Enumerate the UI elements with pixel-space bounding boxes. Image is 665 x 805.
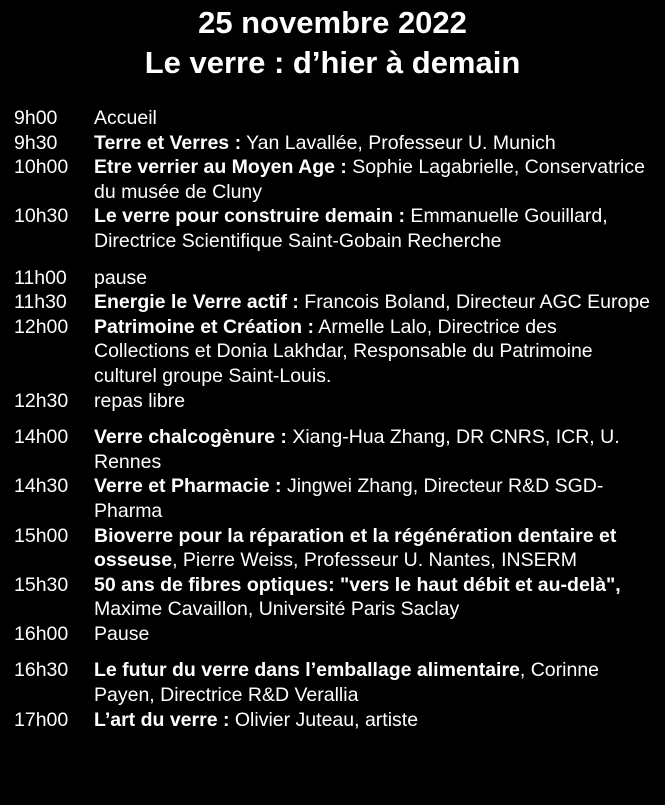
- schedule-time: 10h00: [14, 156, 69, 179]
- schedule-time: 15h30: [14, 573, 69, 596]
- schedule-description: [94, 658, 654, 707]
- schedule-item: [14, 204, 654, 253]
- talk-title: L’art du verre :: [94, 708, 230, 731]
- schedule-item: [14, 622, 654, 647]
- speaker-details: Sophie Lagabrielle, Conservatrice du musée de Cluny: [94, 156, 645, 203]
- talk-title: Le verre pour construire demain :: [94, 205, 406, 228]
- speaker-details: Maxime Cavaillon, Université Paris Saclay: [94, 598, 460, 621]
- speaker-details: repas libre: [94, 389, 186, 412]
- schedule-description: [94, 708, 654, 733]
- schedule-item: [14, 389, 654, 414]
- schedule-time: 14h00: [14, 426, 69, 449]
- schedule-time: 9h00: [14, 107, 58, 129]
- schedule-time: 9h30: [14, 131, 58, 154]
- talk-title: Patrimoine et Création :: [94, 315, 314, 338]
- schedule-time: 15h00: [14, 524, 69, 547]
- schedule-item: [14, 290, 654, 315]
- talk-title: 50 ans de fibres optiques: "vers le haut débit et au-delà",: [94, 573, 621, 596]
- schedule-description: [94, 131, 654, 156]
- talk-title: Etre verrier au Moyen Age :: [94, 156, 347, 179]
- schedule-item: [14, 315, 654, 389]
- speaker-details: Francois Boland, Directeur AGC Europe: [298, 291, 651, 314]
- schedule-description: [94, 622, 654, 647]
- schedule-item: [14, 155, 654, 204]
- speaker-details: pause: [94, 266, 148, 289]
- speaker-details: Xiang-Hua Zhang, DR CNRS, ICR, U. Rennes: [94, 426, 620, 473]
- speaker-details: Jingwei Zhang, Directeur R&D SGD-Pharma: [94, 475, 604, 522]
- schedule-item: [14, 524, 654, 573]
- schedule-time: 17h00: [14, 708, 69, 731]
- schedule-description: [94, 290, 654, 315]
- talk-title: Bioverre pour la réparation et la régénération dentaire et osseuse: [94, 524, 617, 572]
- talk-title: Le futur du verre dans l’emballage alimentaire: [94, 659, 520, 682]
- speaker-details: Olivier Juteau, artiste: [229, 708, 419, 731]
- speaker-details: , Corinne Payen, Directrice R&D Verallia: [94, 659, 600, 707]
- schedule-description: [94, 106, 654, 131]
- schedule-item: [14, 106, 654, 131]
- speaker-details: Yan Lavallée, Professeur U. Munich: [241, 131, 556, 154]
- schedule-item: [14, 425, 654, 474]
- event-date: 25 novembre 2022: [198, 5, 467, 40]
- speaker-details: Emmanuelle Gouillard, Directrice Scientifique Saint-Gobain Recherche: [94, 205, 608, 252]
- schedule-time: 10h30: [14, 205, 69, 228]
- schedule-time: 16h00: [14, 622, 69, 645]
- schedule-item: [14, 131, 654, 156]
- talk-title: Verre et Pharmacie :: [94, 475, 282, 498]
- schedule-time: 12h30: [14, 389, 69, 412]
- schedule-description: [94, 524, 654, 573]
- schedule-description: [94, 204, 654, 253]
- talk-title: Energie le Verre actif :: [94, 291, 299, 314]
- schedule-item: [14, 658, 654, 707]
- schedule-item: [14, 266, 654, 291]
- schedule-description: [94, 425, 654, 474]
- schedule-description: [94, 315, 654, 389]
- schedule-item: [14, 573, 654, 622]
- schedule-description: [94, 266, 654, 291]
- schedule-description: [94, 573, 654, 622]
- schedule-description: [94, 389, 654, 414]
- speaker-details: Armelle Lalo, Directrice des Collections et Donia Lakhdar, Responsable du Patrimoine culturel groupe Saint-Louis.: [94, 315, 593, 387]
- schedule-time: 16h30: [14, 659, 69, 682]
- speaker-details: , Pierre Weiss, Professeur U. Nantes, INSERM: [172, 549, 577, 572]
- schedule-description: [94, 474, 654, 523]
- schedule-time: 12h00: [14, 315, 69, 338]
- schedule-time: 14h30: [14, 475, 69, 498]
- schedule-item: [14, 474, 654, 523]
- schedule-item: [14, 708, 654, 733]
- schedule-time: 11h30: [14, 291, 67, 314]
- schedule-list: [14, 106, 654, 732]
- event-title: Le verre : d’hier à demain: [144, 45, 521, 80]
- talk-title: Verre chalcogènure :: [94, 426, 287, 449]
- speaker-details: Accueil: [94, 107, 157, 129]
- schedule-description: [94, 155, 654, 204]
- talk-title: Terre et Verres :: [94, 131, 242, 154]
- schedule-time: 11h00: [14, 266, 67, 289]
- speaker-details: Pause: [94, 622, 150, 645]
